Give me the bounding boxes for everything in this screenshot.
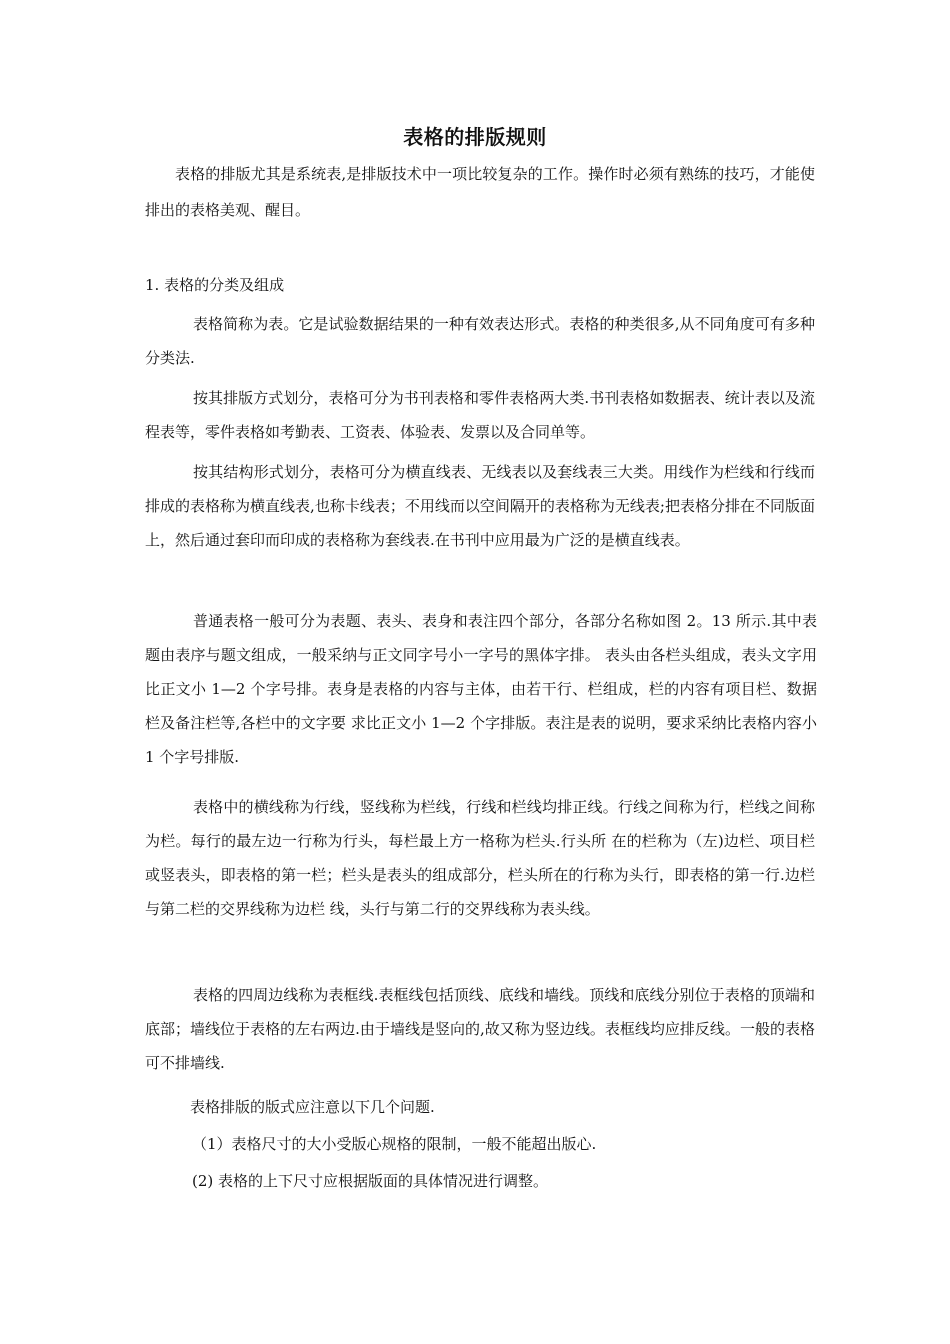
intro-paragraph: 表格的排版尤其是系统表,是排版技术中一项比较复杂的工作。操作时必须有熟练的技巧，才能使排出的表格美观、醒目。: [145, 165, 815, 219]
body-paragraph-6: 表格的四周边线称为表框线.表框线包括顶线、底线和墙线。顶线和底线分别位于表格的顶端和底部；墙线位于表格的左右两边.由于墙线是竖向的,故又称为竖边线。表框线均应排反线。一般的表格可不排墙线.: [145, 986, 815, 1072]
body-paragraph-5: 表格中的横线称为行线，竖线称为栏线，行线和栏线均排正线。行线之间称为行，栏线之间称为栏。每行的最左边一行称为行头，每栏最上方一格称为栏头.行头所 在的栏称为（左)边栏、项目栏或竖表头，即表格的第一栏；栏头是表头的组成部分，栏头所在的行称为头行，即表格的第一行.边栏与第二栏的交界线称为边栏 线，头行与第二行的交界线称为表头线。: [145, 798, 815, 918]
body-paragraph-2: 按其排版方式划分，表格可分为书刊表格和零件表格两大类.书刊表格如数据表、统计表以及流程表等，零件表格如考勤表、工资表、体验表、发票以及合同单等。: [145, 389, 815, 441]
document-title: 表格的排版规则: [403, 125, 547, 149]
body-paragraph-4: 普通表格一般可分为表题、表头、表身和表注四个部分，各部分名称如图 2。13 所示.其中表题由表序与题文组成，一般采纳与正文同字号小一字号的黑体字排。 表头由各栏头组成，表头文字用比正文小 1—2 个字号排。表身是表格的内容与主体，由若干行、栏组成，栏的内容有项目栏、数据栏及备注栏等,各栏中的文字要 求比正文小 1—2 个字排版。表注是表的说明，要求采纳比表格内容小 1 个字号排版.: [145, 612, 817, 766]
section-heading: 1. 表格的分类及组成: [145, 276, 285, 294]
list-item-1: （1）表格尺寸的大小受版心规格的限制，一般不能超出版心.: [192, 1135, 597, 1153]
body-paragraph-1: 表格简称为表。它是试验数据结果的一种有效表达形式。表格的种类很多,从不同角度可有多种分类法.: [145, 315, 815, 367]
list-item-2: (2) 表格的上下尺寸应根据版面的具体情况进行调整。: [192, 1172, 549, 1190]
body-paragraph-7: 表格排版的版式应注意以下几个问题.: [190, 1098, 435, 1116]
body-paragraph-3: 按其结构形式划分，表格可分为横直线表、无线表以及套线表三大类。用线作为栏线和行线而排成的表格称为横直线表,也称卡线表；不用线而以空间隔开的表格称为无线表;把表格分排在不同版面上，然后通过套印而印成的表格称为套线表.在书刊中应用最为广泛的是横直线表。: [145, 463, 815, 549]
